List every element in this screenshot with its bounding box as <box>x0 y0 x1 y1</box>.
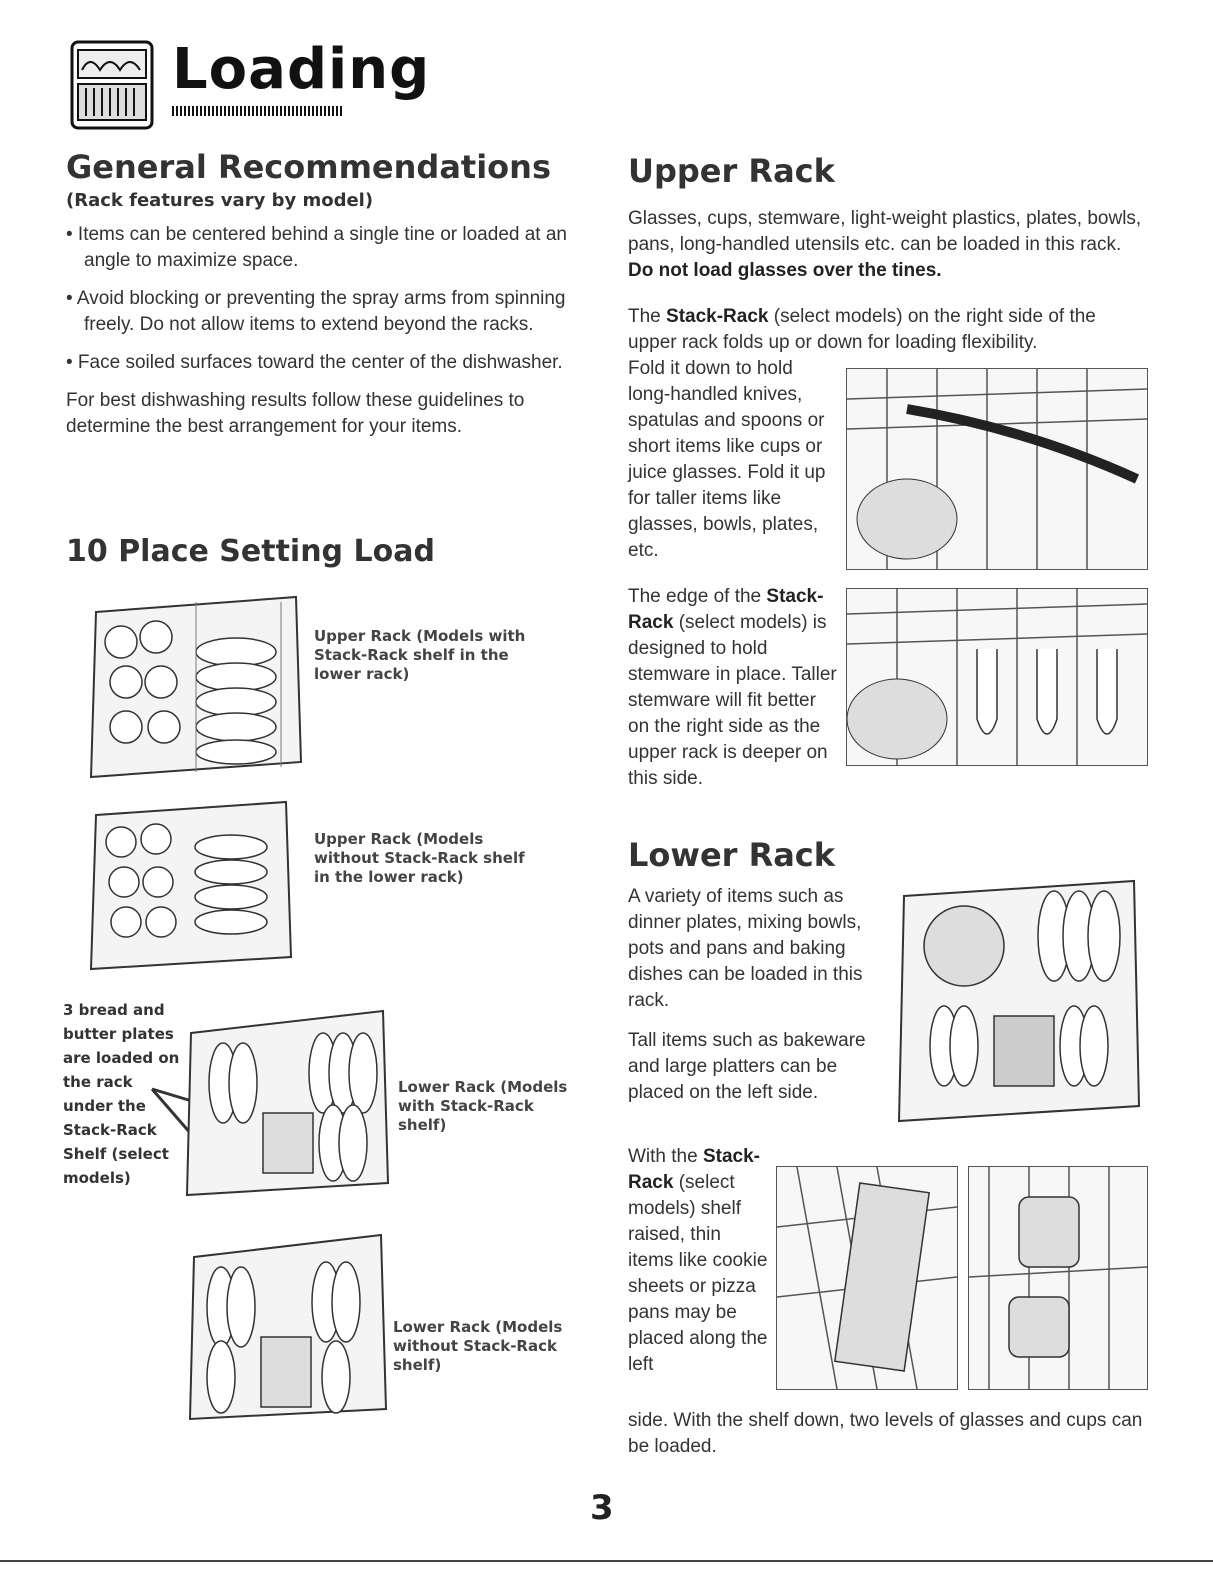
page-bottom-rule <box>0 1560 1213 1562</box>
stemware-illustration <box>846 588 1148 766</box>
list-item: • Avoid blocking or preventing the spray arms from spinning freely. Do not allow items to extend beyond the racks. <box>66 288 566 335</box>
stack-rack-raised-illustration <box>776 1166 958 1390</box>
upper-rack-with-illustration <box>86 592 308 782</box>
upper-rack-with-caption: Upper Rack (Models with Stack-Rack shelf in the lower rack) <box>314 627 526 683</box>
general-note: For best dishwashing results follow these guidelines to determine the best arrangement for your items. <box>66 390 525 437</box>
lower-rack-with-illustration <box>183 1003 393 1199</box>
ten-place-setting-heading: 10 Place Setting Load <box>66 534 435 569</box>
upper-p2-text-a: The <box>628 306 667 327</box>
list-item: • Face soiled surfaces toward the center of the dishwasher. <box>66 352 563 373</box>
general-recommendations-heading: General Recommendations <box>66 148 551 186</box>
stack-rack-down-glasses-illustration <box>968 1166 1148 1390</box>
list-item: • Items can be centered behind a single tine or loaded at an angle to maximize space. <box>66 224 567 271</box>
upper-rack-heading: Upper Rack <box>628 152 835 190</box>
lower-rack-without-illustration <box>186 1227 391 1424</box>
upper-p4-text-c: (select models) is designed to hold stemware in place. Taller stemware will fit better on the right side as the upper rack is deeper on this side. <box>628 612 837 789</box>
stack-rack-down-illustration <box>846 368 1148 570</box>
lower-rack-heading: Lower Rack <box>628 836 836 874</box>
title-underline <box>172 106 342 116</box>
upper-p2-text-c: (select models) on the right side of the upper rack folds up or down for loading flexibility. <box>628 306 1096 353</box>
lower-rack-without-caption: Lower Rack (Models without Stack-Rack shelf) <box>393 1318 563 1374</box>
upper-rack-without-caption: Upper Rack (Models without Stack-Rack shelf in the lower rack) <box>314 830 525 886</box>
upper-rack-paragraph-4 <box>628 584 838 792</box>
lower-rack-paragraph-2: Tall items such as bakeware and large platters can be placed on the left side. <box>628 1030 866 1103</box>
lower-p3-text-c: (select models) shelf raised, thin items like cookie sheets or pizza pans may be placed along the left <box>628 1172 768 1375</box>
upper-rack-paragraph-2 <box>628 304 1148 356</box>
page-title: Loading <box>172 37 431 102</box>
upper-p1-warning: Do not load glasses over the tines. <box>628 260 942 281</box>
lower-p3-stack-rack: Stack-Rack <box>628 1146 761 1193</box>
lower-rack-paragraph-1: A variety of items such as dinner plates, mixing bowls, pots and pans and baking dishes can be loaded in this rack. <box>628 886 863 1011</box>
general-subtitle: (Rack features vary by model) <box>66 190 374 211</box>
upper-p1-text: Glasses, cups, stemware, light-weight plastics, plates, bowls, pans, long-handled utensils etc. can be loaded in this rack. <box>628 208 1142 255</box>
upper-rack-without-illustration <box>86 797 298 975</box>
dishwasher-rack-icon <box>70 40 154 130</box>
lower-p3-text-a: With the <box>628 1146 703 1167</box>
recommendation-list <box>66 222 586 440</box>
upper-p4-stack-rack: Stack-Rack <box>628 586 824 633</box>
upper-p4-text-a: The edge of the <box>628 586 767 607</box>
bread-plates-note: 3 bread and butter plates are loaded on the rack under the Stack-Rack Shelf (select models) <box>63 1001 180 1187</box>
lower-rack-paragraph-3 <box>628 1144 770 1378</box>
lower-rack-paragraph-4: side. With the shelf down, two levels of glasses and cups can be loaded. <box>628 1410 1143 1457</box>
upper-p2-stack-rack: Stack-Rack <box>666 306 769 327</box>
lower-rack-illustration <box>894 876 1146 1128</box>
page-number: 3 <box>590 1488 614 1528</box>
upper-rack-paragraph-1 <box>628 206 1148 284</box>
upper-rack-paragraph-3: Fold it down to hold long-handled knives, spatulas and spoons or short items like cups or juice glasses. Fold it up for taller items like glasses, bowls, plates, etc. <box>628 358 826 561</box>
lower-rack-with-caption: Lower Rack (Models with Stack-Rack shelf) <box>398 1078 568 1134</box>
